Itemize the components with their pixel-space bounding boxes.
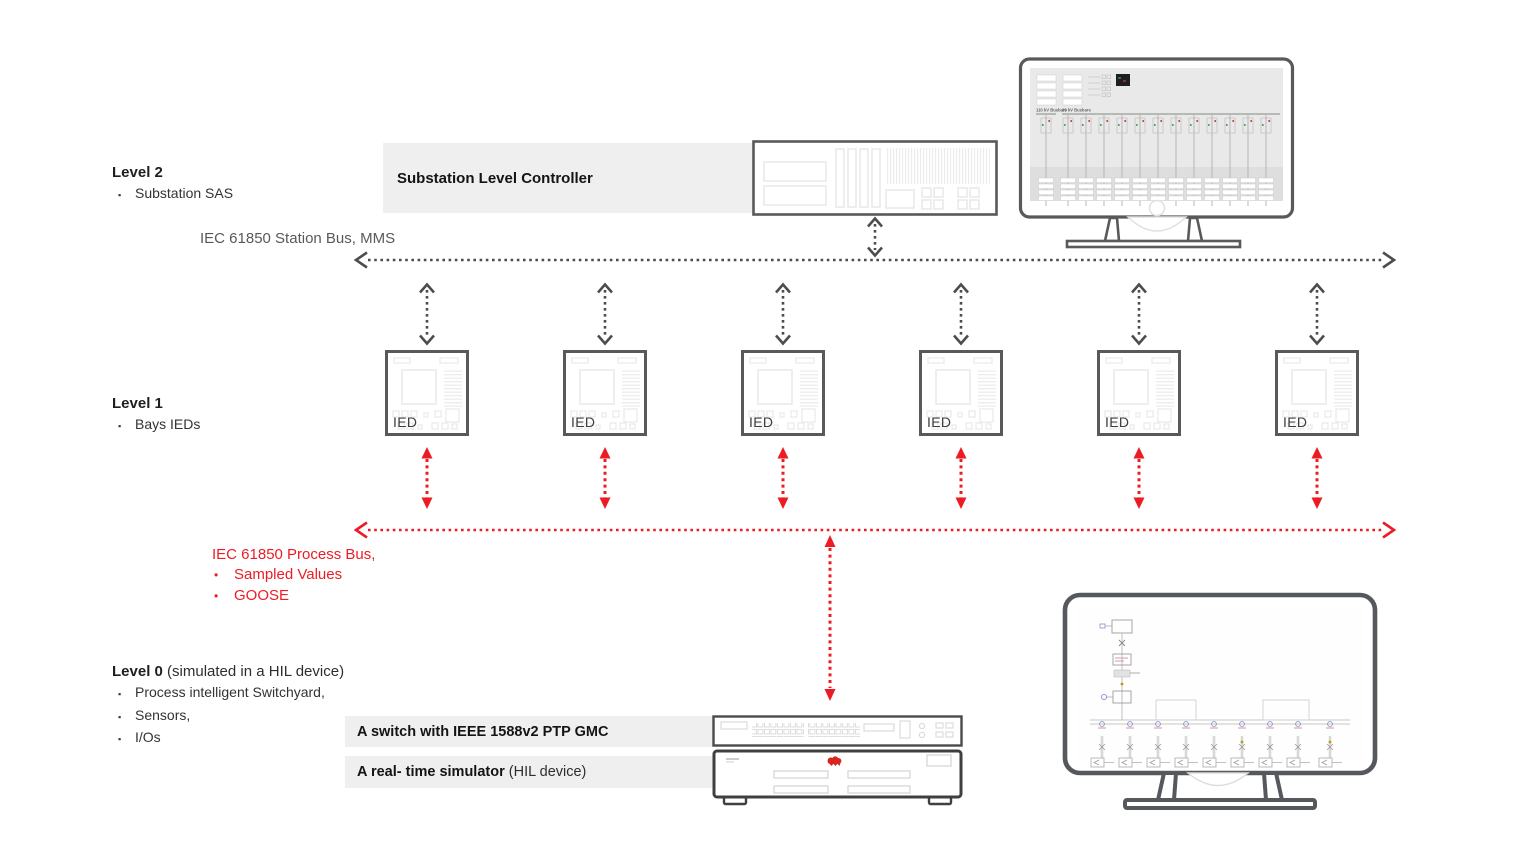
ied-process-arrow	[422, 447, 433, 509]
square-bullet-icon: ▪	[118, 190, 122, 200]
ied-box	[919, 350, 1003, 436]
ied-box	[563, 350, 647, 436]
ied-label: IED	[927, 414, 952, 430]
ied-station-arrow	[776, 285, 790, 344]
controller-label-box	[383, 143, 764, 213]
square-bullet-icon: ▪	[118, 689, 122, 699]
ied-process-arrow	[600, 447, 611, 509]
station-bus-label: IEC 61850 Station Bus, MMS	[200, 230, 396, 247]
round-bullet-icon: •	[214, 568, 219, 582]
process-bus-annotation	[212, 544, 375, 606]
ied-process-arrow	[956, 447, 967, 509]
simulation-monitor-icon	[1060, 590, 1380, 827]
ied-station-arrow	[954, 285, 968, 344]
ied-station-arrow	[1132, 285, 1146, 344]
level0-annotation	[112, 662, 344, 750]
hmi-busbar-right-label: 20 kV Busbars	[1062, 107, 1091, 113]
level2-bullet: ▪ Substation SAS	[112, 183, 233, 206]
level1-annotation	[112, 394, 200, 437]
rack-controller-device-icon	[752, 140, 998, 221]
hmi-monitor-icon	[1018, 55, 1296, 258]
level2-title: Level 2	[112, 164, 163, 181]
process-bus-arrow	[356, 523, 1394, 538]
ied-station-arrow	[598, 285, 612, 344]
square-bullet-icon: ▪	[118, 711, 122, 722]
ied-station-arrow	[1310, 285, 1324, 344]
ied-process-arrow	[778, 447, 789, 509]
simulator-label: A real- time simulator (HIL device)	[357, 764, 587, 780]
ied-process-arrow	[1134, 447, 1145, 509]
ethernet-switch-device-icon	[712, 715, 963, 752]
process-bus-label: IEC 61850 Process Bus,	[212, 546, 376, 563]
monitor-stand-dome	[1128, 217, 1186, 231]
ied-label: IED	[749, 414, 774, 430]
square-bullet-icon: ▪	[118, 421, 122, 431]
process-bus-bullet: • Sampled Values	[212, 565, 375, 586]
ied-box	[1275, 350, 1359, 436]
level1-title: Level 1	[112, 395, 163, 412]
controller-bus-arrow	[868, 219, 882, 256]
round-bullet-icon: •	[214, 588, 219, 603]
monitor-camera-icon	[1150, 201, 1165, 216]
ied-box	[1097, 350, 1181, 436]
hmi-busbar-left-label: 110 kV Busbars	[1036, 107, 1067, 113]
ied-label: IED	[1283, 414, 1308, 430]
level0-title: Level 0 (simulated in a HIL device)	[112, 663, 345, 680]
ied-label: IED	[1105, 414, 1130, 430]
controller-label: Substation Level Controller	[397, 169, 593, 187]
ied-station-arrow	[420, 285, 434, 344]
level0-bullet: ▪ Sensors,	[112, 705, 344, 728]
process-bus-bullet: • GOOSE	[212, 586, 375, 607]
ied-box	[385, 350, 469, 436]
ied-process-arrow	[1312, 447, 1323, 509]
ied-box	[741, 350, 825, 436]
level0-bullet: ▪ I/Os	[112, 727, 344, 750]
level0-bullet: ▪ Process intelligent Switchyard,	[112, 682, 344, 705]
process-bus-switch-arrow	[825, 535, 836, 701]
switch-label: A switch with IEEE 1588v2 PTP GMC	[357, 723, 609, 740]
level2-annotation	[112, 163, 233, 206]
simulator-label-box	[345, 756, 720, 788]
rt-simulator-device-icon	[712, 749, 963, 812]
monitor-stand-base	[1125, 800, 1315, 808]
ied-label: IED	[571, 414, 596, 430]
switch-label-box	[345, 716, 720, 747]
monitor-stand-dome	[1188, 773, 1248, 786]
monitor-stand-base	[1067, 241, 1240, 247]
ied-label: IED	[393, 414, 418, 430]
square-bullet-icon: ▪	[118, 734, 122, 744]
level1-bullet: ▪ Bays IEDs	[112, 414, 200, 437]
